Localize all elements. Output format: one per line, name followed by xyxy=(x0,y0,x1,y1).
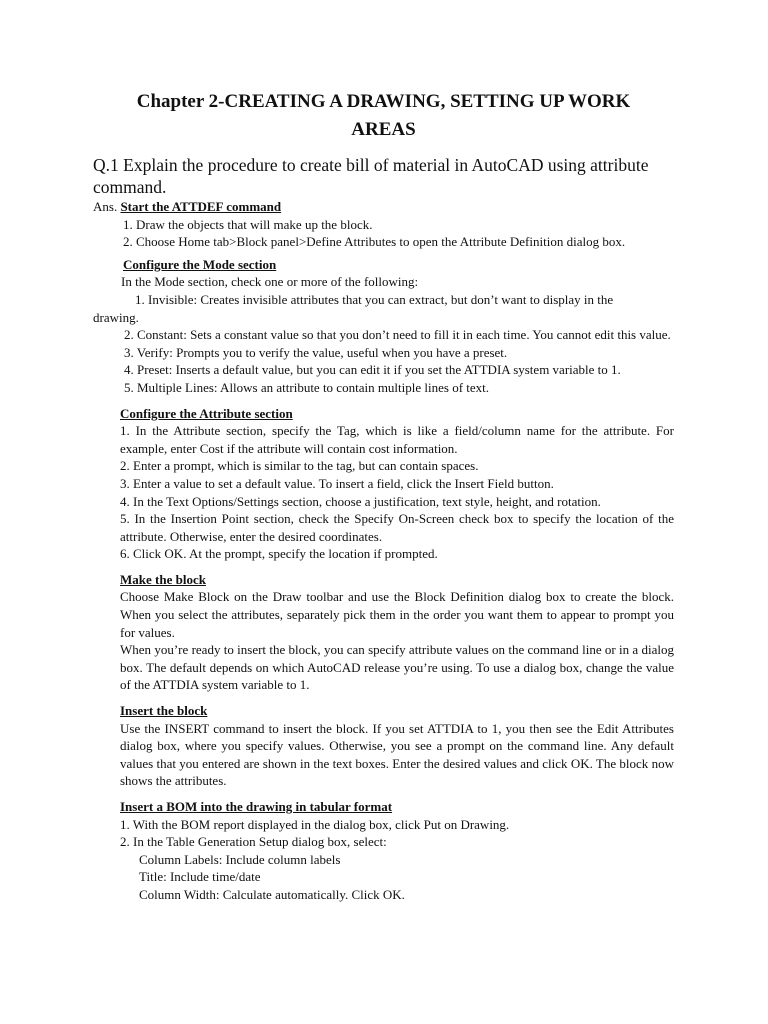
attdef-step-2: 2. Choose Home tab>Block panel>Define Attributes to open the Attribute Definition dialog box. xyxy=(123,234,626,250)
attdef-step-1: 1. Draw the objects that will make up the block. xyxy=(123,216,373,232)
chapter-title-line-2: AREAS xyxy=(351,119,416,140)
attribute-step-5: 5. In the Insertion Point section, check the Specify On-Screen check box to specify the location of the attribute. Otherwise, enter the desired coordinates. xyxy=(120,511,674,544)
section-heading-attribute: Configure the Attribute section xyxy=(120,405,293,421)
section-heading-insert-bom: Insert a BOM into the drawing in tabular format xyxy=(120,799,393,814)
mode-intro: In the Mode section, check one or more of the following: xyxy=(121,274,419,290)
make-block-paragraph-2: When you’re ready to insert the block, you can specify attribute values on the command line or in a dialog box. The default depends on which AutoCAD release you’re using. To use a dialog box, change the value of the ATTDIA system variable to 1. xyxy=(120,642,674,693)
section-heading-mode: Configure the Mode section xyxy=(123,256,277,272)
insert-block-paragraph: Use the INSERT command to insert the block. If you set ATTDIA to 1, you then see the Edit Attributes dialog box, where you specify values. Otherwise, you see a prompt on the command line. Any default values that you entered are shown in the text boxes. Enter the desired values and click OK. The block now shows the attributes. xyxy=(120,720,674,789)
attribute-step-2: 2. Enter a prompt, which is similar to the tag, but can contain spaces. xyxy=(120,458,479,474)
mode-item-4: 4. Preset: Inserts a default value, but you can edit it if you set the ATTDIA system variable to 1. xyxy=(124,362,621,378)
make-block-paragraph-1: Choose Make Block on the Draw toolbar and use the Block Definition dialog box to create the block. When you select the attributes, separately pick them in the order you want them to appear to prompt you for values. xyxy=(120,589,674,640)
section-heading-make-block: Make the block xyxy=(120,571,206,587)
attribute-step-3: 3. Enter a value to set a default value. To insert a field, click the Insert Field button. xyxy=(120,475,554,491)
mode-item-1-line-2: drawing. xyxy=(93,309,139,325)
mode-item-3: 3. Verify: Prompts you to verify the value, useful when you have a preset. xyxy=(124,344,508,360)
attribute-step-1: 1. In the Attribute section, specify the Tag, which is like a field/column name for the attribute. For example, enter Cost if the attribute will contain cost information. xyxy=(120,423,674,456)
answer-heading-line xyxy=(93,198,674,216)
bom-option-column-labels: Column Labels: Include column labels xyxy=(139,851,341,867)
chapter-title-line-1: Chapter 2-CREATING A DRAWING, SETTING UP WORK xyxy=(136,91,631,112)
section-heading-attdef: Start the ATTDEF command xyxy=(120,199,282,214)
attribute-step-4: 4. In the Text Options/Settings section, choose a justification, text style, height, and rotation. xyxy=(120,493,601,509)
question-text: Q.1 Explain the procedure to create bill of material in AutoCAD using attribute command. xyxy=(93,155,649,197)
attribute-step-6: 6. Click OK. At the prompt, specify the location if prompted. xyxy=(120,546,438,562)
bom-option-title: Title: Include time/date xyxy=(139,869,261,885)
section-heading-insert-block: Insert the block xyxy=(120,703,208,719)
bom-step-1: 1. With the BOM report displayed in the dialog box, click Put on Drawing. xyxy=(120,816,510,832)
mode-item-1-line-1: 1. Invisible: Creates invisible attributes that you can extract, but don’t want to display in the xyxy=(135,291,614,307)
bom-option-column-width: Column Width: Calculate automatically. Click OK. xyxy=(139,886,405,902)
mode-item-2: 2. Constant: Sets a constant value so that you don’t need to fill it in each time. You cannot edit this value. xyxy=(124,327,671,343)
bom-step-2: 2. In the Table Generation Setup dialog box, select: xyxy=(120,834,387,850)
answer-label: Ans. xyxy=(93,199,118,214)
mode-item-5: 5. Multiple Lines: Allows an attribute to contain multiple lines of text. xyxy=(124,379,490,395)
chapter-title xyxy=(93,88,674,144)
